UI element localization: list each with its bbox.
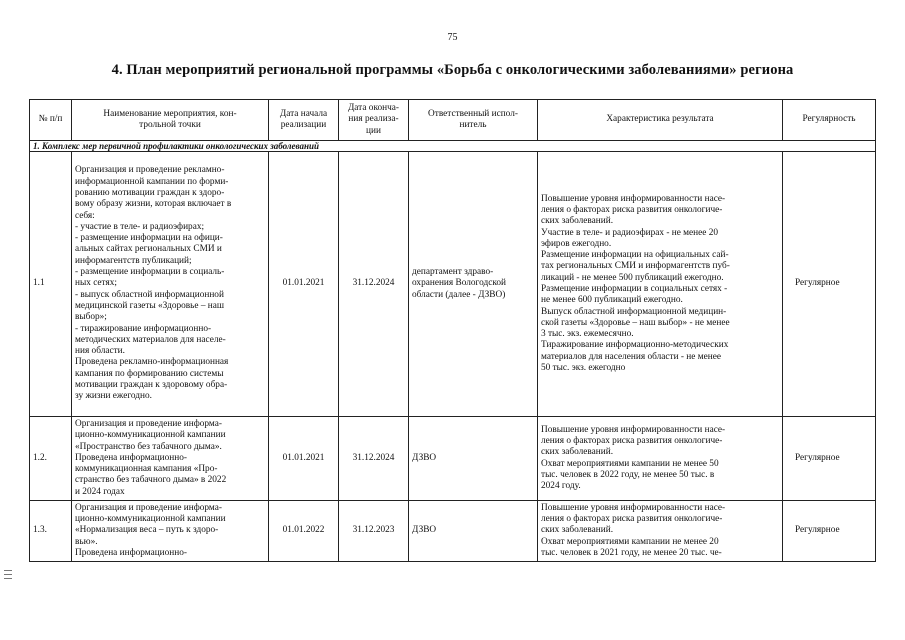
- row-name: [72, 152, 269, 417]
- cell-line: Проведена информационно-: [75, 452, 188, 463]
- header-end-line: Дата оконча-: [347, 103, 400, 114]
- cell-line: Организация и проведение рекламно-: [75, 165, 225, 176]
- row-regularity: Регулярное: [783, 152, 876, 417]
- cell-line: методических материалов для населе-: [75, 334, 226, 345]
- row-start-date: 01.01.2022: [269, 501, 339, 562]
- section-title: 1. Комплекс мер первичной профилактики онкологических заболеваний: [30, 141, 876, 152]
- row-name: [72, 417, 269, 501]
- cell-line: ления о факторах риска развития онкологиче-: [541, 204, 723, 215]
- cell-line: - тиражирование информационно-: [75, 323, 212, 334]
- row-end-date: 31.12.2024: [339, 417, 409, 501]
- cell-line: - выпуск областной информационной: [75, 289, 224, 300]
- row-result: [538, 152, 783, 417]
- header-end-line: ния реализа-: [348, 114, 399, 125]
- header-result: Характеристика результата: [538, 100, 783, 141]
- header-end: [339, 100, 409, 141]
- cell-line: Организация и проведение информа-: [75, 418, 222, 429]
- page-number: 75: [447, 32, 458, 43]
- cell-line: - участие в теле- и радиоэфирах;: [75, 221, 205, 232]
- cell-line: «Пространство без табачного дыма».: [75, 441, 222, 452]
- row-responsible: [409, 417, 538, 501]
- row-start-date: 01.01.2021: [269, 417, 339, 501]
- cell-line: Тиражирование информационно-методических: [541, 340, 729, 351]
- cell-line: не менее 600 публикаций ежегодно.: [541, 295, 683, 306]
- cell-line: - размещение информации на офици-: [75, 233, 223, 244]
- cell-line: Проведена информационно-: [75, 547, 188, 558]
- cell-line: ДЗВО: [412, 452, 437, 463]
- cell-line: материалов для населения области - не менее: [541, 351, 721, 362]
- cell-line: ния области.: [75, 346, 125, 357]
- row-number: 1.2.: [30, 417, 72, 501]
- cell-line: департамент здраво-: [412, 267, 494, 278]
- document-title: 4. План мероприятий региональной программы «Борьба с онкологическими заболеваниями» региона: [111, 62, 794, 78]
- cell-line: вью».: [75, 536, 98, 547]
- cell-line: Размещение информации на официальных сай-: [541, 250, 729, 261]
- header-name-line: Наименование мероприятия, кон-: [103, 108, 237, 119]
- row-start-date: 01.01.2021: [269, 152, 339, 417]
- cell-line: альных сайтах региональных СМИ и: [75, 244, 222, 255]
- header-responsible-line: Ответственный испол-: [428, 108, 518, 119]
- header-regularity: Регулярность: [783, 100, 876, 141]
- cell-line: области (далее - ДЗВО): [412, 289, 506, 300]
- cell-line: тыс. человек в 2021 году, не менее 20 тыс. че-: [541, 547, 722, 558]
- cell-line: охранения Вологодской: [412, 278, 506, 289]
- header-responsible: [409, 100, 538, 141]
- margin-mark: [4, 574, 12, 575]
- cell-line: ской газеты «Здоровье – наш выбор» - не менее: [541, 317, 730, 328]
- cell-line: Выпуск областной информационной медицин-: [541, 306, 727, 317]
- row-name: [72, 501, 269, 562]
- row-number: 1.1: [30, 152, 72, 417]
- header-end-line: ции: [366, 125, 381, 136]
- cell-line: странство без табачного дыма» в 2022: [75, 475, 227, 486]
- cell-line: информагентств публикаций;: [75, 255, 192, 266]
- margin-mark: [4, 570, 12, 571]
- cell-line: - размещение информации в социаль-: [75, 267, 225, 278]
- cell-line: тах региональных СМИ и информагентств пуб-: [541, 261, 730, 272]
- row-responsible: [409, 152, 538, 417]
- cell-line: ления о факторах риска развития онкологиче-: [541, 514, 723, 525]
- cell-line: кампания по формированию системы: [75, 368, 224, 379]
- section-row: [30, 141, 876, 152]
- cell-line: и 2024 годах: [75, 486, 125, 497]
- cell-line: ционно-коммуникационной кампании: [75, 514, 226, 525]
- cell-line: тыс. человек в 2022 году, не менее 50 тыс. в: [541, 469, 715, 480]
- cell-line: Проведена рекламно-информационная: [75, 357, 229, 368]
- row-responsible: [409, 501, 538, 562]
- margin-mark: [4, 578, 12, 579]
- header-start-line: Дата начала: [279, 108, 328, 119]
- cell-line: Охват мероприятиями кампании не менее 20: [541, 536, 719, 547]
- cell-line: ликаций - не менее 500 публикаций ежегодно.: [541, 272, 724, 283]
- cell-line: ских заболеваний.: [541, 216, 614, 227]
- row-result: [538, 417, 783, 501]
- cell-line: ных сетях;: [75, 278, 118, 289]
- cell-line: зу жизни ежегодно.: [75, 391, 152, 402]
- row-regularity: Регулярное: [783, 501, 876, 562]
- cell-line: Организация и проведение информа-: [75, 502, 222, 513]
- cell-line: Повышение уровня информированности насе-: [541, 193, 726, 204]
- cell-line: ления о факторах риска развития онкологиче-: [541, 435, 723, 446]
- cell-line: Повышение уровня информированности насе-: [541, 424, 726, 435]
- header-start: [269, 100, 339, 141]
- cell-line: ДЗВО: [412, 525, 437, 536]
- table-row: [30, 152, 876, 417]
- cell-line: себя:: [75, 210, 95, 221]
- row-number: 1.3.: [30, 501, 72, 562]
- cell-line: выбор»;: [75, 312, 107, 323]
- row-end-date: 31.12.2023: [339, 501, 409, 562]
- cell-line: мотивации граждан к здоровому обра-: [75, 380, 228, 391]
- header-name-line: трольной точки: [139, 120, 201, 130]
- cell-line: Размещение информации в социальных сетях -: [541, 284, 728, 294]
- cell-line: Участие в теле- и радиоэфирах - не менее 20: [541, 227, 719, 238]
- cell-line: коммуникационная кампания «Про-: [75, 464, 218, 475]
- table-row: [30, 417, 876, 501]
- cell-line: информационной кампании по форми-: [75, 176, 229, 187]
- header-start-line: реализации: [280, 120, 327, 130]
- plan-table: [29, 99, 876, 562]
- row-regularity: Регулярное: [783, 417, 876, 501]
- cell-line: 50 тыс. экз. ежегодно: [541, 363, 626, 374]
- row-end-date: 31.12.2024: [339, 152, 409, 417]
- cell-line: медицинской газеты «Здоровье – наш: [75, 300, 225, 311]
- cell-line: вому образу жизни, которая включает в: [75, 199, 232, 210]
- cell-line: 2024 году.: [541, 481, 581, 492]
- cell-line: ционно-коммуникационной кампании: [75, 430, 226, 441]
- header-responsible-line: нитель: [459, 120, 487, 130]
- cell-line: «Нормализация веса – путь к здоро-: [75, 525, 219, 536]
- cell-line: Повышение уровня информированности насе-: [541, 502, 726, 513]
- cell-line: Охват мероприятиями кампании не менее 50: [541, 458, 719, 469]
- cell-line: рованию мотивации граждан к здоро-: [75, 187, 225, 198]
- row-result: [538, 501, 783, 562]
- cell-line: 3 тыс. экз. ежемесячно.: [541, 329, 634, 340]
- cell-line: ских заболеваний.: [541, 525, 614, 536]
- header-num: № п/п: [30, 100, 72, 141]
- header-name: [72, 100, 269, 141]
- cell-line: эфиров ежегодно.: [541, 238, 612, 249]
- table-row: [30, 501, 876, 562]
- table-header-row: [30, 100, 876, 141]
- cell-line: ских заболеваний.: [541, 447, 614, 458]
